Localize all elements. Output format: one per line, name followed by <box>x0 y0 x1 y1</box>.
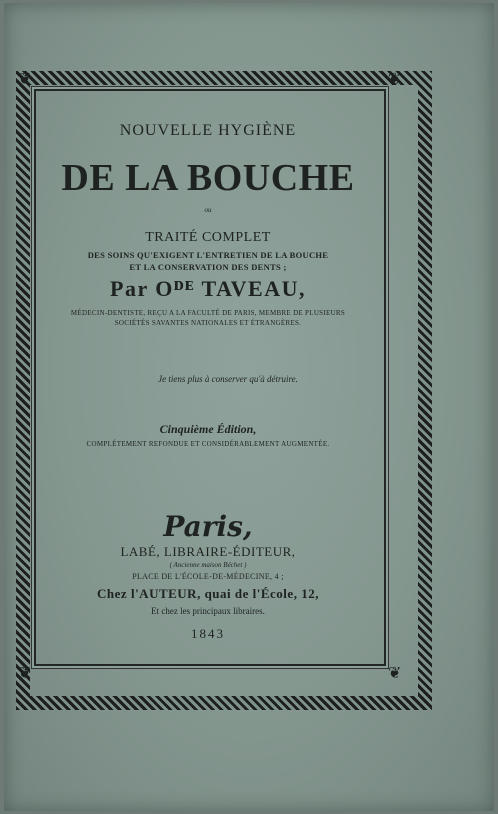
publisher-address: PLACE DE L'ÉCOLE-DE-MÉDECINE, 4 ; <box>132 572 284 581</box>
booksellers-note: Et chez les principaux libraires. <box>151 606 265 616</box>
edition-label: Cinquième Édition, <box>159 422 257 436</box>
description-line-2: ET LA CONSERVATION DES DENTS ; <box>129 262 287 272</box>
publisher-name: LABÉ, LIBRAIRE-ÉDITEUR, <box>120 544 296 559</box>
edition-note: COMPLÉTEMENT REFONDUE ET CONSIDÉRABLEMENT AUGMENTÉE. <box>86 440 330 448</box>
subtitle: TRAITÉ COMPLET <box>145 230 271 245</box>
author-credentials-line-1: MÉDECIN-DENTISTE, REÇU A LA FACULTÉ DE PARIS, MEMBRE DE PLUSIEURS <box>70 309 346 317</box>
epigraph: Je tiens plus à conserver qu'à détruire. <box>158 374 298 384</box>
author-address: Chez l'AUTEUR, quai de l'École, 12, <box>97 586 319 601</box>
publication-city: Paris, <box>163 510 253 543</box>
publication-year: 1843 <box>191 626 225 641</box>
corner-ornament-icon: ❦ <box>18 71 32 88</box>
connector-word: ou <box>204 206 212 214</box>
publisher-note: ( Ancienne maison Béchet ) <box>169 561 247 569</box>
description-line-1: DES SOINS QU'EXIGENT L'ENTRETIEN DE LA BOUCHE <box>87 250 329 260</box>
corner-ornament-icon: ❦ <box>388 71 402 88</box>
corner-ornament-icon: ❦ <box>388 665 402 682</box>
main-title: DE LA BOUCHE <box>61 157 355 199</box>
series-title: NOUVELLE HYGIÈNE <box>119 122 297 139</box>
author-credentials-line-2: SOCIÉTÉS SAVANTES NATIONALES ET ÉTRANGÈRES. <box>114 319 302 327</box>
title-page-text <box>36 92 380 662</box>
corner-ornament-icon: ❦ <box>18 665 32 682</box>
author-name: Par Oᴰᴱ TAVEAU, <box>110 276 306 301</box>
